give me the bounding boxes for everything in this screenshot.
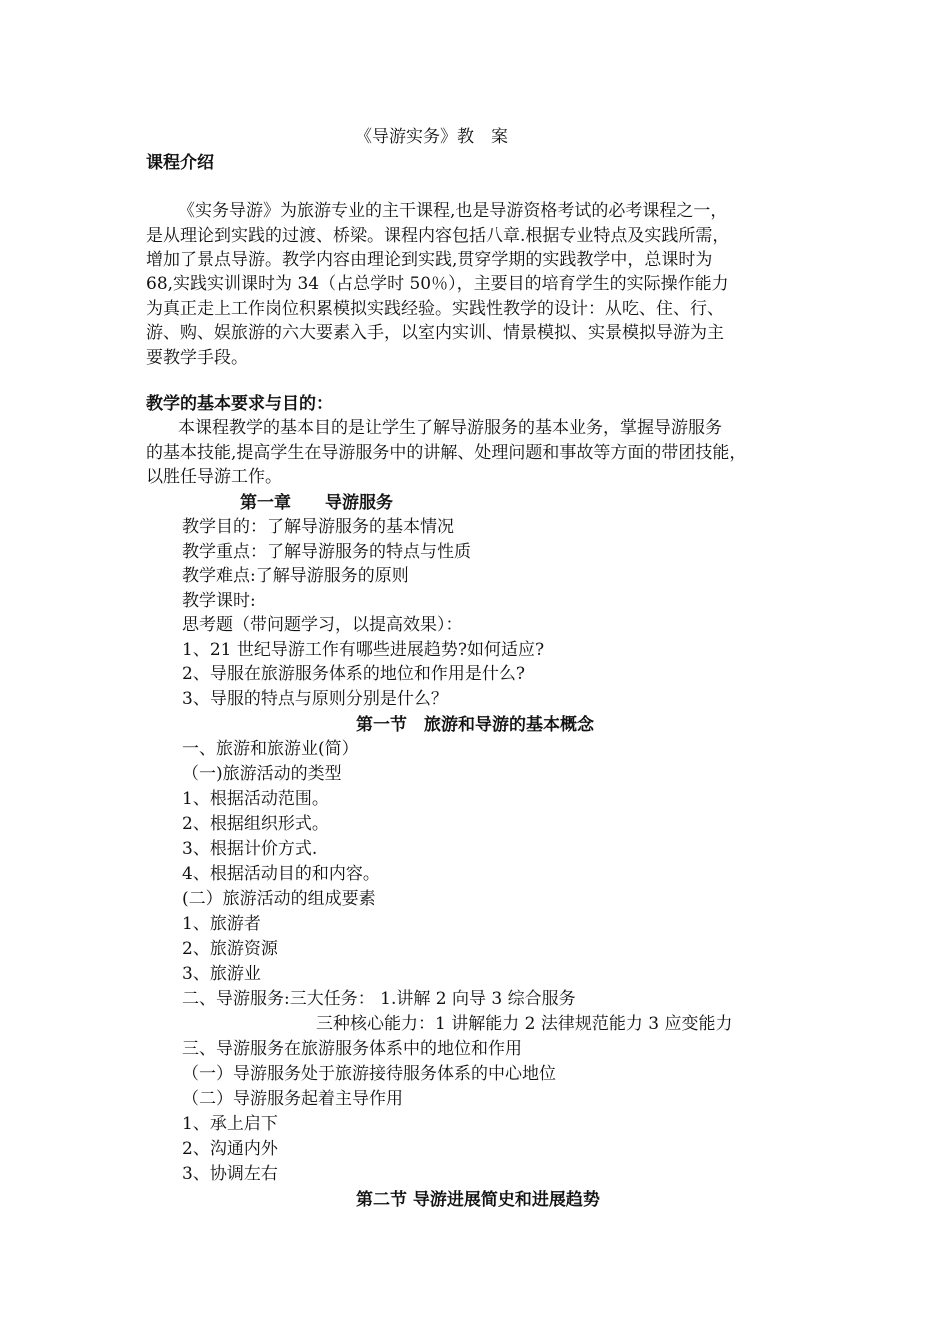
course-intro-line: 是从理论到实践的过渡、桥梁。课程内容包括八章.根据专业特点及实践所需，: [146, 226, 730, 246]
chapter-item: 3、导服的特点与原则分别是什么？: [182, 689, 448, 709]
section-item: （二）导游服务起着主导作用: [182, 1089, 403, 1109]
section-item: 3、旅游业: [182, 964, 261, 984]
chapter-item: 2、导服在旅游服务体系的地位和作用是什么?: [182, 664, 525, 684]
course-intro-line: 《实务导游》为旅游专业的主干课程,也是导游资格考试的必考课程之一，: [178, 201, 728, 221]
document-title: 《导游实务》教 案: [355, 127, 508, 147]
chapter-item: 教学重点：了解导游服务的特点与性质: [182, 542, 471, 562]
section-item: 2、旅游资源: [182, 939, 278, 959]
section-item: （一)旅游活动的类型: [182, 764, 342, 784]
chapter-item: 教学课时:: [182, 591, 256, 611]
section-item: 4、根据活动目的和内容。: [182, 864, 380, 884]
requirements-line: 以胜任导游工作。: [146, 467, 282, 487]
section-title: 第一节 旅游和导游的基本概念: [356, 715, 594, 735]
section-item: （一）导游服务处于旅游接待服务体系的中心地位: [182, 1064, 556, 1084]
section-item: 2、沟通内外: [182, 1139, 278, 1159]
course-intro-line: 游、购、娱旅游的六大要素入手，以室内实训、情景模拟、实景模拟导游为主: [146, 323, 724, 343]
section-item: 二、导游服务:三大任务： 1.讲解 2 向导 3 综合服务: [182, 989, 576, 1009]
section-item: 三种核心能力：1 讲解能力 2 法律规范能力 3 应变能力: [316, 1014, 733, 1034]
course-intro-line: 要教学手段。: [146, 348, 248, 368]
requirements-line: 本课程教学的基本目的是让学生了解导游服务的基本业务，掌握导游服务: [178, 418, 722, 438]
section-title: 第二节 导游进展简史和进展趋势: [356, 1190, 600, 1210]
chapter-item: 教学难点:了解导游服务的原则: [182, 566, 409, 586]
requirements-line: 的基本技能,提高学生在导游服务中的讲解、处理问题和事故等方面的带团技能，: [146, 443, 747, 463]
section-item: 1、根据活动范围。: [182, 789, 329, 809]
section-item: 3、协调左右: [182, 1164, 278, 1184]
chapter-item: 1、21 世纪导游工作有哪些进展趋势?如何适应?: [182, 640, 545, 660]
section-item: 一、旅游和旅游业(简）: [182, 739, 359, 759]
chapter-item: 思考题（带问题学习，以提高效果）：: [182, 615, 463, 635]
course-intro-heading: 课程介绍: [146, 153, 214, 173]
section-item: 3、根据计价方式.: [182, 839, 318, 859]
course-intro-line: 68,实践实训课时为 34（占总学时 50％），主要目的培育学生的实际操作能力: [146, 274, 729, 294]
section-item: 1、旅游者: [182, 914, 261, 934]
chapter-item: 教学目的：了解导游服务的基本情况: [182, 517, 454, 537]
course-intro-line: 增加了景点导游。教学内容由理论到实践,贯穿学期的实践教学中，总课时为: [146, 250, 713, 270]
section-item: 三、导游服务在旅游服务体系中的地位和作用: [182, 1039, 522, 1059]
section-item: 1、承上启下: [182, 1114, 278, 1134]
section-item: 2、根据组织形式。: [182, 814, 329, 834]
requirements-heading: 教学的基本要求与目的：: [146, 394, 333, 414]
section-item: (二）旅游活动的组成要素: [182, 889, 376, 909]
course-intro-line: 为真正走上工作岗位积累模拟实践经验。实践性教学的设计：从吃、住、行、: [146, 299, 724, 319]
chapter-title: 第一章 导游服务: [240, 493, 393, 513]
